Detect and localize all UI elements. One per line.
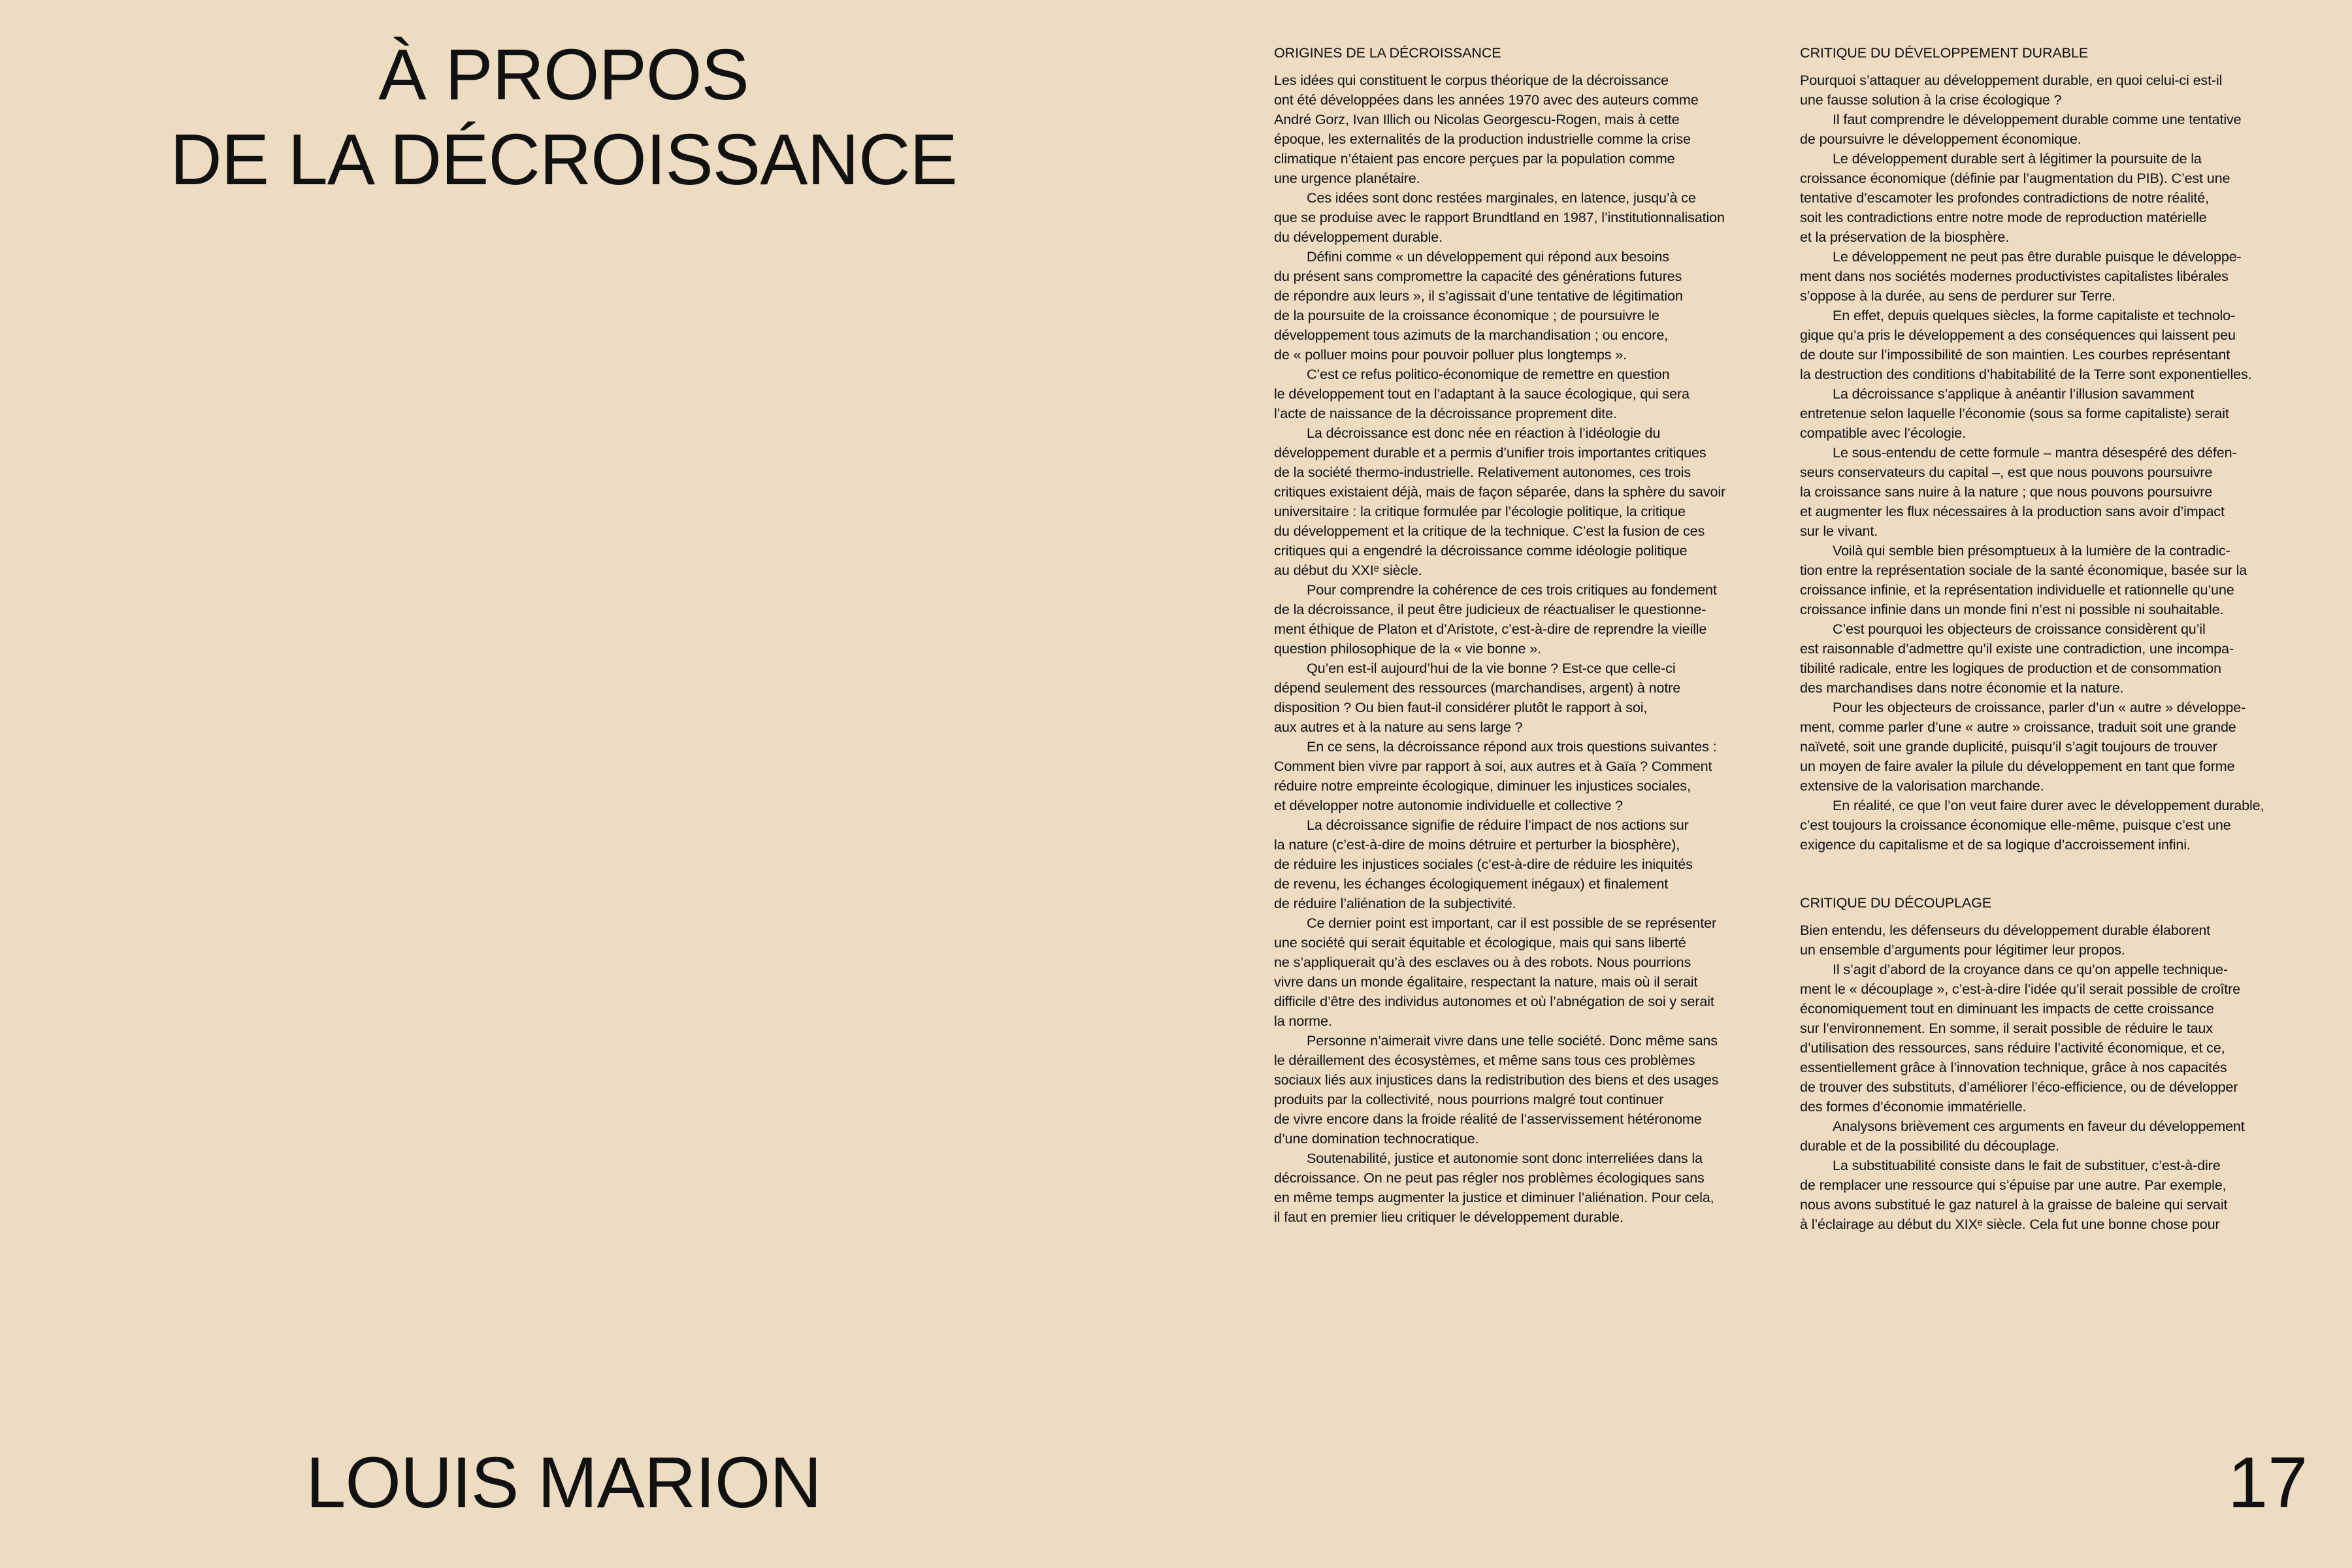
text-line: critiques qui a engendré la décroissance comme idéologie politique [1274,542,1688,559]
text-line: et augmenter les flux nécessaires à la production sans avoir d’impact [1800,503,2225,519]
left-text-column [1274,43,1793,1227]
text-line: essentiellement grâce à l’innovation technique, grâce à nos capacités [1800,1059,2227,1075]
text-line: c’est toujours la croissance économique elle-même, puisque c’est une [1800,817,2231,833]
paragraph [1274,913,1793,1031]
text-line: seurs conservateurs du capital –, est que nous pouvons poursuivre [1800,464,2213,480]
text-line: sur l’environnement. En somme, il serait possible de réduire le taux [1800,1020,2213,1036]
text-line: et la préservation de la biosphère. [1800,229,2010,245]
text-line: entretenue selon laquelle l’économie (sous sa forme capitaliste) serait [1800,405,2229,421]
page-title [0,33,1127,203]
text-line: de réduire l’aliénation de la subjectivité. [1274,895,1516,911]
text-line: Personne n’aimerait vivre dans une telle société. Donc même sans [1307,1032,1718,1049]
text-line: durable et de la possibilité du découplage. [1800,1137,2059,1154]
text-line: la destruction des conditions d’habitabilité de la Terre sont exponentielles. [1800,366,2252,382]
text-line: extensive de la valorisation marchande. [1800,777,2044,794]
right-text-column [1800,43,2319,1234]
text-line: de vivre encore dans la froide réalité de l’asservissement hétéronome [1274,1111,1702,1127]
text-line: croissance économique (définie par l’augmentation du PIB). C’est une [1800,170,2230,186]
text-line: et développer notre autonomie individuelle et collective ? [1274,797,1623,813]
paragraph [1800,541,2319,619]
left-column-body [1274,71,1793,1227]
text-line: une société qui serait équitable et écologique, mais qui sans liberté [1274,934,1686,951]
text-line: exigence du capitalisme et de sa logique d’accroissement infini. [1800,836,2191,853]
text-line: naïveté, soit une grande duplicité, puisqu’il s’agit toujours de trouver [1800,738,2217,755]
text-line: aux autres et à la nature au sens large ? [1274,719,1523,735]
page-title-line-2: DE LA DÉCROISSANCE [170,120,957,200]
section-heading-decouplage: CRITIQUE DU DÉCOUPLAGE [1800,894,1992,911]
text-line: Comment bien vivre par rapport à soi, aux autres et à Gaïa ? Comment [1274,758,1712,774]
text-line: d’utilisation des ressources, sans réduire l’activité économique, et ce, [1800,1039,2225,1056]
text-line: des marchandises dans notre économie et la nature. [1800,679,2124,696]
paragraph [1800,1117,2319,1156]
text-line: Pour comprendre la cohérence de ces trois critiques au fondement [1307,581,1717,598]
text-line: ne s’appliquerait qu’à des esclaves ou à des robots. Nous pourrions [1274,954,1691,970]
paragraph [1274,1149,1793,1227]
text-line: nous avons substitué le gaz naturel à la graisse de baleine qui servait [1800,1196,2228,1213]
text-line: est raisonnable d’admettre qu’il existe une contradiction, une incompa- [1800,640,2234,657]
paragraph [1274,815,1793,913]
paragraph [1274,1031,1793,1149]
text-line: sur le vivant. [1800,523,1878,539]
paragraph [1274,188,1793,247]
text-line: ont été développées dans les années 1970 avec des auteurs comme [1274,91,1699,108]
text-line: au début du XXIᵉ siècle. [1274,562,1422,578]
paragraph [1800,110,2319,149]
text-line: de la décroissance, il peut être judicieux de réactualiser le questionne- [1274,601,1707,617]
text-line: s’oppose à la durée, au sens de perdurer sur Terre. [1800,287,2115,304]
text-line: Pourquoi s’attaquer au développement durable, en quoi celui-ci est-il [1800,72,2223,88]
text-line: ment, comme parler d’une « autre » croissance, traduit soit une grande [1800,719,2236,735]
text-line: l’acte de naissance de la décroissance proprement dite. [1274,405,1617,421]
text-line: Le développement durable sert à légitimer la poursuite de la [1833,150,2202,167]
text-line: une fausse solution à la crise écologique ? [1800,91,2062,108]
section-heading-origines: ORIGINES DE LA DÉCROISSANCE [1274,44,1501,61]
text-line: Soutenabilité, justice et autonomie sont donc interreliées dans la [1307,1150,1703,1166]
text-line: du développement durable. [1274,229,1443,245]
paragraph [1800,247,2319,306]
paragraph [1800,619,2319,698]
text-line: le développement tout en l’adaptant à la sauce écologique, qui sera [1274,385,1690,402]
paragraph [1800,306,2319,384]
paragraph [1800,71,2319,110]
text-line: que se produise avec le rapport Brundtland en 1987, l’institutionnalisation [1274,209,1725,225]
text-line: En réalité, ce que l’on veut faire durer avec le développement durable, [1833,797,2264,813]
text-line: de réduire les injustices sociales (c’est-à-dire de réduire les iniquités [1274,856,1693,872]
paragraph [1800,921,2319,960]
paragraph [1274,247,1793,365]
text-line: produits par la collectivité, nous pourrions malgré tout continuer [1274,1091,1664,1107]
text-line: développement tous azimuts de la marchandisation ; ou encore, [1274,327,1669,343]
text-line: de remplacer une ressource qui s’épuise par une autre. Par exemple, [1800,1177,2227,1193]
text-line: en même temps augmenter la justice et diminuer l’aliénation. Pour cela, [1274,1189,1714,1205]
text-line: universitaire : la critique formulée par l’écologie politique, la critique [1274,503,1686,519]
paragraph [1274,580,1793,659]
text-line: ment dans nos sociétés modernes productivistes capitalistes libérales [1800,268,2229,284]
paragraph [1800,443,2319,541]
text-line: La substituabilité consiste dans le fait de substituer, c’est-à-dire [1833,1157,2221,1173]
text-line: décroissance. On ne peut pas régler nos problèmes écologiques sans [1274,1169,1705,1186]
text-line: le déraillement des écosystèmes, et même sans tous ces problèmes [1274,1052,1695,1068]
text-line: Défini comme « un développement qui répond aux besoins [1307,248,1669,265]
paragraph [1800,1156,2319,1234]
text-line: des formes d’économie immatérielle. [1800,1098,2027,1115]
decouplage-body [1800,921,2319,1234]
text-line: climatique n’étaient pas encore perçues par la population comme [1274,150,1675,167]
text-line: une urgence planétaire. [1274,170,1420,186]
text-line: sociaux liés aux injustices dans la redistribution des biens et des usages [1274,1071,1719,1088]
text-line: époque, les externalités de la production industrielle comme la crise [1274,131,1691,147]
text-line: du présent sans compromettre la capacité des générations futures [1274,268,1682,284]
text-line: Pour les objecteurs de croissance, parler d’un « autre » développe- [1833,699,2246,715]
text-line: disposition ? Ou bien faut-il considérer plutôt le rapport à soi, [1274,699,1648,715]
text-line: de revenu, les échanges écologiquement inégaux) et finalement [1274,875,1669,892]
paragraph [1800,796,2319,855]
developpement-durable-body [1800,71,2319,855]
text-line: André Gorz, Ivan Illich ou Nicolas Georgescu-Rogen, mais à cette [1274,111,1680,127]
section-heading-developpement-durable: CRITIQUE DU DÉVELOPPEMENT DURABLE [1800,44,2089,61]
text-line: ment le « découplage », c’est-à-dire l’idée qu’il serait possible de croître [1800,981,2240,997]
text-line: tion entre la représentation sociale de la santé économique, basée sur la [1800,562,2247,578]
text-line: Bien entendu, les défenseurs du développement durable élaborent [1800,922,2211,938]
text-line: En effet, depuis quelques siècles, la forme capitaliste et technolo- [1833,307,2235,323]
text-line: Il faut comprendre le développement durable comme une tentative [1833,111,2242,127]
text-line: du développement et la critique de la technique. C’est la fusion de ces [1274,523,1705,539]
text-line: de doute sur l’impossibilité de son maintien. Les courbes représentant [1800,346,2230,363]
text-line: tibilité radicale, entre les logiques de production et de consommation [1800,660,2221,676]
text-line: soit les contradictions entre notre mode de reproduction matérielle [1800,209,2207,225]
paragraph [1274,71,1793,188]
text-line: vivre dans un monde égalitaire, respectant la nature, mais où il serait [1274,973,1698,990]
text-line: ment éthique de Platon et d’Aristote, c’est-à-dire de reprendre la vieille [1274,621,1707,637]
text-line: la norme. [1274,1013,1332,1029]
paragraph [1800,149,2319,247]
text-line: C’est ce refus politico-économique de remettre en question [1307,366,1670,382]
text-line: de poursuivre le développement économique. [1800,131,2082,147]
text-line: Voilà qui semble bien présomptueux à la lumière de la contradic- [1833,542,2230,559]
text-line: critiques existaient déjà, mais de façon séparée, dans la sphère du savoir [1274,483,1726,500]
paragraph [1274,737,1793,815]
text-line: croissance infinie dans un monde fini n’est ni possible ni souhaitable. [1800,601,2224,617]
text-line: difficile d’être des individus autonomes et où l’abnégation de soi y serait [1274,993,1714,1009]
text-line: Le sous-entendu de cette formule – mantra désespéré des défen- [1833,444,2237,461]
text-line: réduire notre empreinte écologique, diminuer les injustices sociales, [1274,777,1691,794]
text-line: La décroissance s’applique à anéantir l’illusion savamment [1833,385,2195,402]
text-line: tentative d’escamoter les profondes contradictions de notre réalité, [1800,189,2209,206]
text-line: question philosophique de la « vie bonne ». [1274,640,1541,657]
text-line: C’est pourquoi les objecteurs de croissance considèrent qu’il [1833,621,2206,637]
section-spacer [1800,855,2319,893]
text-line: de « polluer moins pour pouvoir polluer plus longtemps ». [1274,346,1627,363]
text-line: La décroissance est donc née en réaction à l’idéologie du [1307,425,1661,441]
text-line: un moyen de faire avaler la pilule du développement en tant que forme [1800,758,2235,774]
text-line: la nature (c’est-à-dire de moins détruire et perturber la biosphère), [1274,836,1680,853]
text-line: dépend seulement des ressources (marchandises, argent) à notre [1274,679,1681,696]
text-line: de la poursuite de la croissance économique ; de poursuivre le [1274,307,1659,323]
page-title-line-1: À PROPOS [378,35,749,115]
text-line: Ce dernier point est important, car il est possible de se représenter [1307,915,1716,931]
text-line: un ensemble d’arguments pour légitimer leur propos. [1800,941,2125,958]
text-line: compatible avec l’écologie. [1800,425,1967,441]
author-name: LOUIS MARION [306,1443,821,1523]
text-line: de trouver des substituts, d’améliorer l’éco-efficience, ou de développer [1800,1079,2238,1095]
paragraph [1274,659,1793,737]
text-line: Ces idées sont donc restées marginales, en latence, jusqu’à ce [1307,189,1696,206]
text-line: Analysons brièvement ces arguments en faveur du développement [1833,1118,2245,1134]
text-line: de répondre aux leurs », il s’agissait d’une tentative de légitimation [1274,287,1683,304]
text-line: à l’éclairage au début du XIXᵉ siècle. Cela fut une bonne chose pour [1800,1216,2220,1232]
text-line: gique qu’a pris le développement a des conséquences qui laissent peu [1800,327,2236,343]
text-line: Il s’agit d’abord de la croyance dans ce qu’on appelle technique- [1833,961,2228,977]
paragraph [1800,384,2319,443]
page-number: 17 [2228,1443,2308,1523]
paragraph [1274,365,1793,423]
text-line: il faut en premier lieu critiquer le développement durable. [1274,1209,1624,1225]
text-line: croissance infinie, et la représentation individuelle et rationnelle qu’une [1800,581,2234,598]
text-line: d’une domination technocratique. [1274,1130,1479,1147]
text-line: Les idées qui constituent le corpus théorique de la décroissance [1274,72,1669,88]
text-line: Qu’en est-il aujourd’hui de la vie bonne ? Est-ce que celle-ci [1307,660,1676,676]
text-line: de la société thermo-industrielle. Relativement autonomes, ces trois [1274,464,1691,480]
text-line: La décroissance signifie de réduire l’impact de nos actions sur [1307,817,1689,833]
text-line: la croissance sans nuire à la nature ; que nous pouvons poursuivre [1800,483,2213,500]
text-line: Le développement ne peut pas être durable puisque le développe- [1833,248,2242,265]
paragraph [1274,423,1793,580]
text-line: développement durable et a permis d’unifier trois importantes critiques [1274,444,1707,461]
paragraph [1800,698,2319,796]
paragraph [1800,960,2319,1117]
text-line: En ce sens, la décroissance répond aux trois questions suivantes : [1307,738,1717,755]
text-line: économiquement tout en diminuant les impacts de cette croissance [1800,1000,2214,1017]
